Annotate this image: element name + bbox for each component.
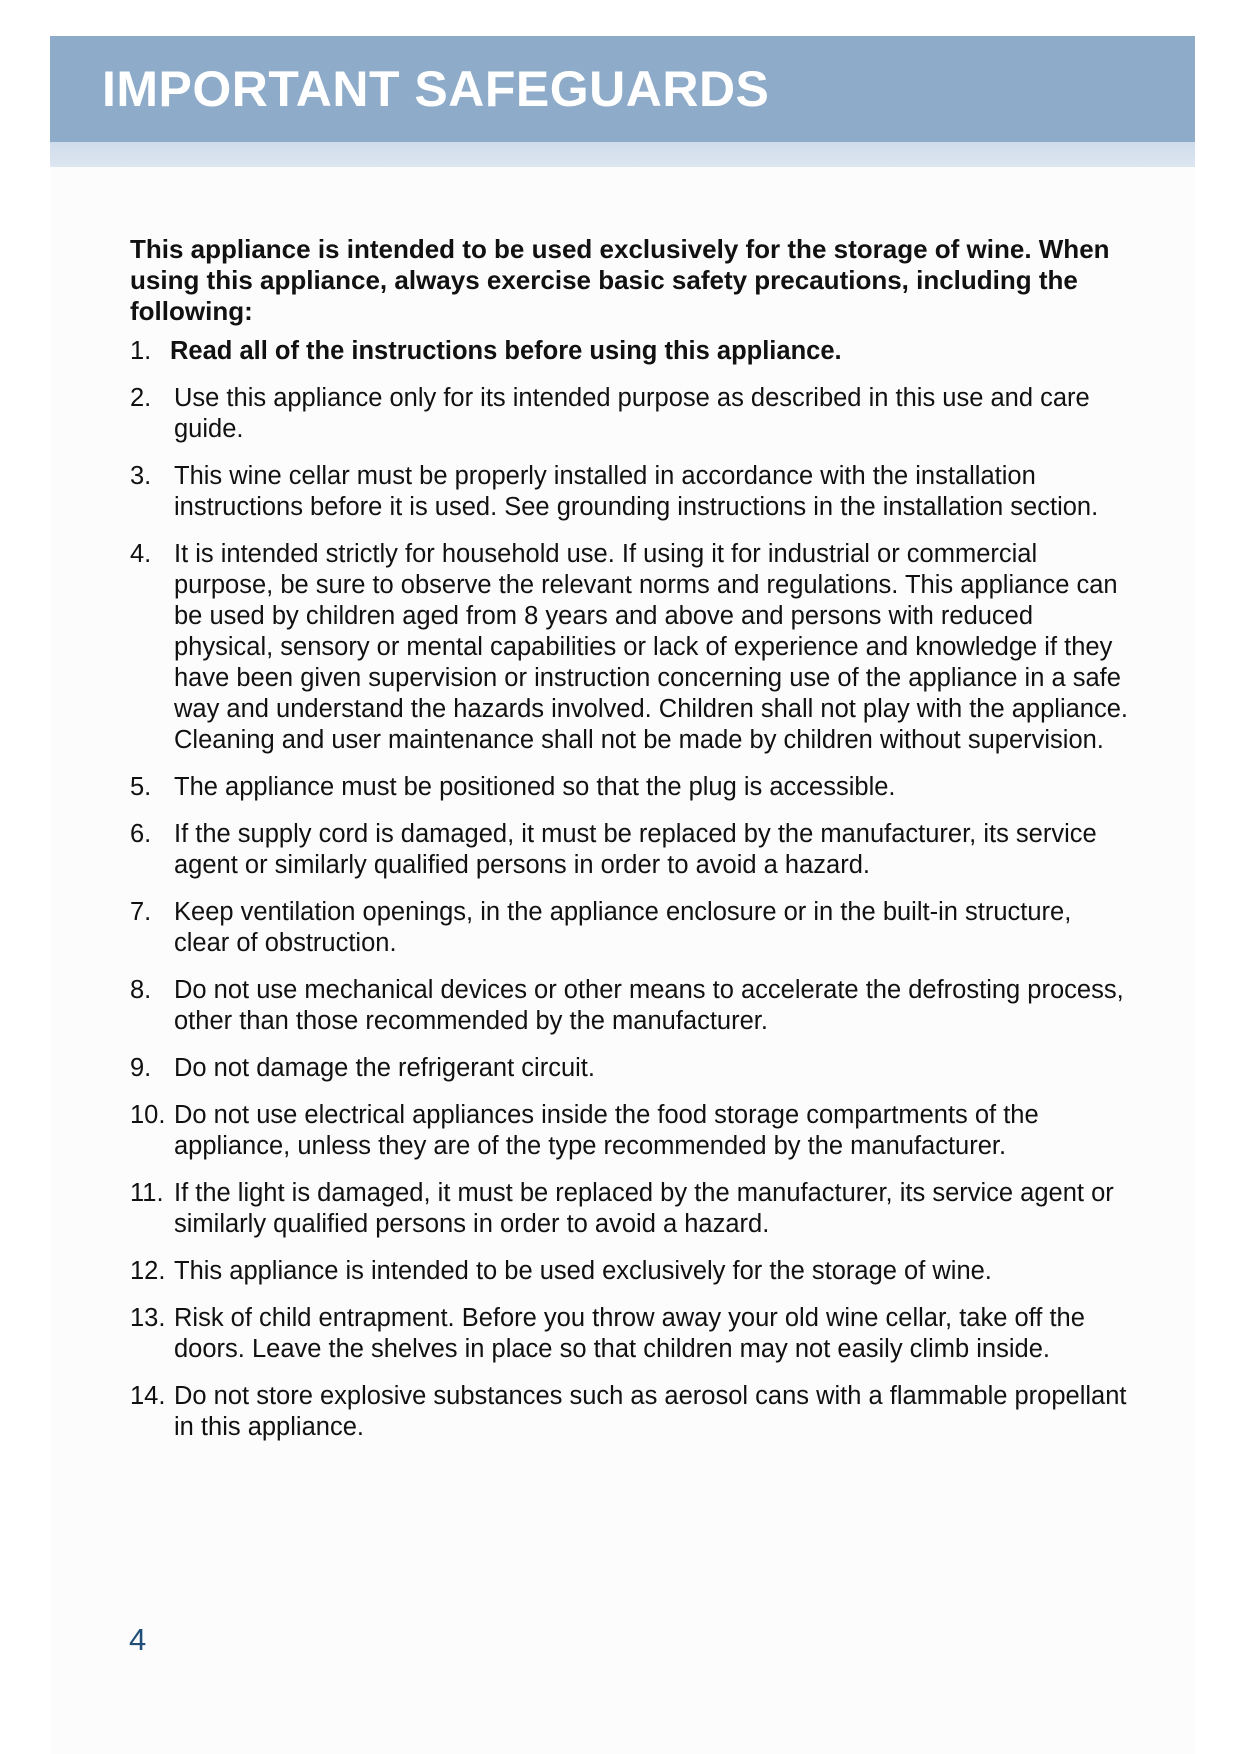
- item-number: 3.: [130, 462, 152, 490]
- safeguards-list: [130, 336, 1130, 1459]
- header-strip: [50, 142, 1195, 167]
- item-number: 1.: [130, 337, 152, 365]
- item-text: Do not use mechanical devices or other means to accelerate the defrosting process, other than those recommended by the manufacturer.: [174, 976, 1124, 1035]
- list-item-9: [130, 1053, 1130, 1084]
- list-item-5: [130, 772, 1130, 803]
- page-title: IMPORTANT SAFEGUARDS: [102, 61, 770, 117]
- item-number: 4.: [130, 540, 152, 568]
- list-item-6: [130, 819, 1130, 881]
- list-item-1: [130, 336, 1130, 367]
- list-item-3: [130, 461, 1130, 523]
- item-number: 8.: [130, 976, 152, 1004]
- item-text: Risk of child entrapment. Before you throw away your old wine cellar, take off the doors. Leave the shelves in place so that children may not easily climb inside.: [174, 1304, 1085, 1363]
- page-number: 4: [129, 1622, 147, 1657]
- item-text: This appliance is intended to be used exclusively for the storage of wine.: [174, 1257, 992, 1285]
- item-text: Do not use electrical appliances inside the food storage compartments of the appliance, unless they are of the type recommended by the manufacturer.: [174, 1101, 1039, 1160]
- item-number: 2.: [130, 384, 152, 412]
- item-number: 7.: [130, 898, 152, 926]
- item-number: 11.: [130, 1179, 164, 1207]
- item-number: 6.: [130, 820, 152, 848]
- list-item-7: [130, 897, 1130, 959]
- item-number: 13.: [130, 1304, 166, 1332]
- list-item-12: [130, 1256, 1130, 1287]
- list-item-2: [130, 383, 1130, 445]
- item-number: 5.: [130, 773, 152, 801]
- item-text: It is intended strictly for household use. If using it for industrial or commercial purpose, be sure to observe the relevant norms and regulations. This appliance can be used by children aged from 8 years and above and persons with reduced physical, sensory or mental capabilities or lack of experience and knowledge if they have been given supervision or instruction concerning use of the appliance in a safe way and understand the hazards involved. Children shall not play with the appliance. Cleaning and user maintenance shall not be made by children without supervision.: [174, 540, 1129, 754]
- item-text: This wine cellar must be properly installed in accordance with the installation instructions before it is used. See grounding instructions in the installation section.: [174, 462, 1099, 521]
- list-item-13: [130, 1303, 1130, 1365]
- list-item-11: [130, 1178, 1130, 1240]
- item-text: If the supply cord is damaged, it must be replaced by the manufacturer, its service agent or similarly qualified persons in order to avoid a hazard.: [174, 820, 1097, 879]
- item-text: Do not damage the refrigerant circuit.: [174, 1054, 595, 1082]
- list-item-4: [130, 539, 1130, 756]
- item-number: 10.: [130, 1101, 166, 1129]
- item-text: Keep ventilation openings, in the appliance enclosure or in the built-in structure, clear of obstruction.: [174, 898, 1072, 957]
- item-text: Do not store explosive substances such as aerosol cans with a flammable propellant in this appliance.: [174, 1382, 1127, 1441]
- list-item-14: [130, 1381, 1130, 1443]
- list-item-8: [130, 975, 1130, 1037]
- item-number: 9.: [130, 1054, 152, 1082]
- item-number: 14.: [130, 1382, 166, 1410]
- list-item-10: [130, 1100, 1130, 1162]
- item-text: Use this appliance only for its intended purpose as described in this use and care guide.: [174, 384, 1090, 443]
- item-number: 12.: [130, 1257, 166, 1285]
- item-text: If the light is damaged, it must be replaced by the manufacturer, its service agent or similarly qualified persons in order to avoid a hazard.: [174, 1179, 1114, 1238]
- intro-paragraph: This appliance is intended to be used exclusively for the storage of wine. When using this appliance, always exercise basic safety precautions, including the following:: [130, 234, 1110, 326]
- item-text: Read all of the instructions before using this appliance.: [170, 337, 842, 365]
- item-text: The appliance must be positioned so that the plug is accessible.: [174, 773, 896, 801]
